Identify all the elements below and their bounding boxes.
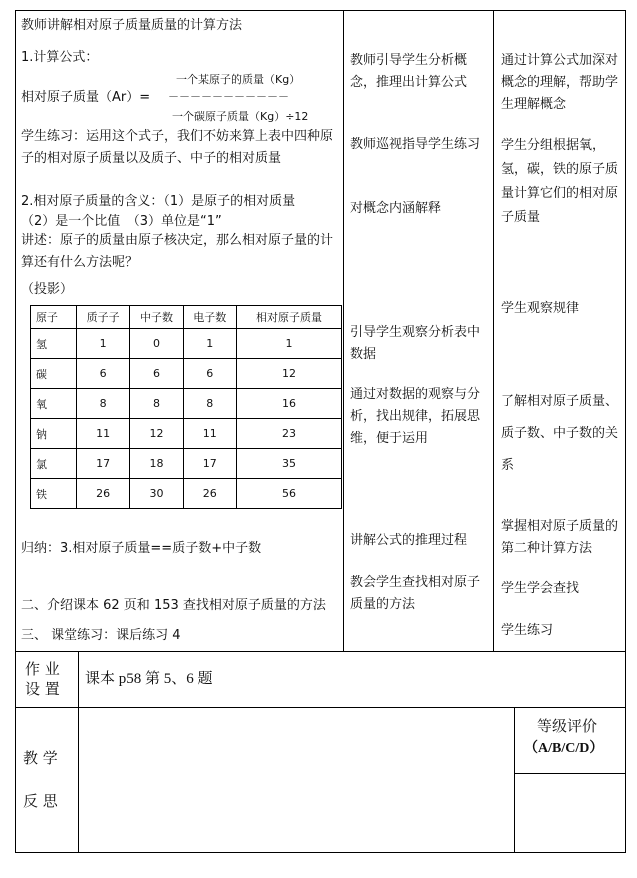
table-cell: 碳 xyxy=(31,359,77,389)
practice-text: 学生练习：运用这个式子，我们不妨来算上表中四种原子的相对原子质量以及质子、中子的相对质量 xyxy=(21,129,334,166)
table-cell: 8 xyxy=(183,389,236,419)
grade-label: 等级评价 xyxy=(537,719,598,735)
atom-data-table xyxy=(30,305,342,509)
teacher-activity: 引导学生观察分析表中数据 xyxy=(350,325,481,362)
teacher-activity: 教师巡视指导学生练习 xyxy=(350,137,481,152)
teacher-activity: 讲解公式的推理过程 xyxy=(350,533,468,548)
homework-label: 作 业 xyxy=(25,660,60,678)
label-col-divider xyxy=(78,651,79,852)
grade-box-left xyxy=(514,707,515,852)
table-cell: 钠 xyxy=(31,419,77,449)
table-row xyxy=(31,449,342,479)
table-cell: 56 xyxy=(236,479,341,509)
lecture-text: 讲述：原子的质量由原子核决定，那么相对原子量的计算还有什么方法呢？ xyxy=(21,233,334,270)
student-activity: 学生观察规律 xyxy=(501,301,580,316)
table-row xyxy=(31,479,342,509)
formula-heading: 1.计算公式： xyxy=(21,50,99,65)
teacher-activity: 教师引导学生分析概念，推理出计算公式 xyxy=(350,53,468,90)
student-activity: 掌握相对原子质量的第二种计算方法 xyxy=(501,519,619,556)
table-cell: 18 xyxy=(130,449,183,479)
table-cell: 26 xyxy=(183,479,236,509)
reflection-label: 教 学 xyxy=(23,749,58,767)
table-cell: 6 xyxy=(183,359,236,389)
table-cell: 6 xyxy=(130,359,183,389)
homework-content: 课本 p58 第 5、6 题 xyxy=(85,671,213,687)
table-cell: 11 xyxy=(183,419,236,449)
section-title: 教师讲解相对原子质量质量的计算方法 xyxy=(21,18,243,33)
border-top xyxy=(15,10,626,11)
col-divider-1 xyxy=(343,10,344,651)
table-cell: 12 xyxy=(236,359,341,389)
formula-lhs: 相对原子质量（Ar）= xyxy=(21,90,151,105)
table-cell: 23 xyxy=(236,419,341,449)
projection-label: （投影） xyxy=(21,282,74,297)
table-cell: 8 xyxy=(130,389,183,419)
table-header-row xyxy=(31,306,342,329)
table-cell: 0 xyxy=(130,329,183,359)
item-3-text: 三、 课堂练习：课后练习 4 xyxy=(21,628,181,643)
table-header: 相对原子质量 xyxy=(236,306,341,329)
table-cell: 8 xyxy=(77,389,130,419)
table-cell: 26 xyxy=(77,479,130,509)
col-divider-2 xyxy=(493,10,494,651)
teacher-activity: 教会学生查找相对原子质量的方法 xyxy=(350,575,481,612)
table-row xyxy=(31,359,342,389)
student-activity: 了解相对原子质量、质子数、中子数的关系 xyxy=(501,394,619,473)
table-cell: 6 xyxy=(77,359,130,389)
table-cell: 17 xyxy=(77,449,130,479)
teacher-activity: 对概念内涵解释 xyxy=(350,201,442,216)
table-header: 质子子 xyxy=(77,306,130,329)
table-cell: 氢 xyxy=(31,329,77,359)
table-header: 原子 xyxy=(31,306,77,329)
row-divider-homework xyxy=(15,651,626,652)
formula-numerator: 一个某原子的质量（Kg） xyxy=(176,73,301,86)
table-cell: 1 xyxy=(183,329,236,359)
student-activity: 学生学会查找 xyxy=(501,581,580,596)
table-row xyxy=(31,419,342,449)
table-row xyxy=(31,389,342,419)
row-divider-reflection xyxy=(15,707,626,708)
table-header: 电子数 xyxy=(183,306,236,329)
table-cell: 30 xyxy=(130,479,183,509)
meaning-line-2: （2）是一个比值 （3）单位是“1” xyxy=(21,214,222,229)
border-bottom xyxy=(15,852,626,853)
teacher-activity: 通过对数据的观察与分析，找出规律，拓展思维，便于运用 xyxy=(350,387,481,446)
table-cell: 氯 xyxy=(31,449,77,479)
formula-bar: －－－－－－－－－－－ xyxy=(168,90,289,103)
table-cell: 35 xyxy=(236,449,341,479)
table-cell: 1 xyxy=(236,329,341,359)
table-cell: 16 xyxy=(236,389,341,419)
table-cell: 12 xyxy=(130,419,183,449)
grade-options: （A/B/C/D） xyxy=(524,741,604,756)
table-header: 中子数 xyxy=(130,306,183,329)
homework-label: 设 置 xyxy=(25,680,60,698)
item-2-text: 二、介绍课本 62 页和 153 查找相对原子质量的方法 xyxy=(21,598,326,613)
table-cell: 铁 xyxy=(31,479,77,509)
student-activity: 学生分组根据氧，氢，碳，铁的原子质量计算它们的相对原子质量 xyxy=(501,138,619,225)
student-activity: 学生练习 xyxy=(501,623,554,638)
grade-box-bottom xyxy=(514,773,625,774)
formula-denominator: 一个碳原子质量（Kg）÷12 xyxy=(172,110,309,123)
table-cell: 氧 xyxy=(31,389,77,419)
meaning-line-1: 2.相对原子质量的含义：（1）是原子的相对质量 xyxy=(21,194,296,209)
border-left xyxy=(15,10,16,853)
table-cell: 11 xyxy=(77,419,130,449)
student-activity: 通过计算公式加深对概念的理解，帮助学生理解概念 xyxy=(501,53,619,112)
table-row xyxy=(31,329,342,359)
reflection-label: 反 思 xyxy=(23,792,58,810)
summary-text: 归纳：3.相对原子质量==质子数+中子数 xyxy=(21,541,262,556)
table-cell: 17 xyxy=(183,449,236,479)
border-right xyxy=(625,10,626,853)
table-cell: 1 xyxy=(77,329,130,359)
